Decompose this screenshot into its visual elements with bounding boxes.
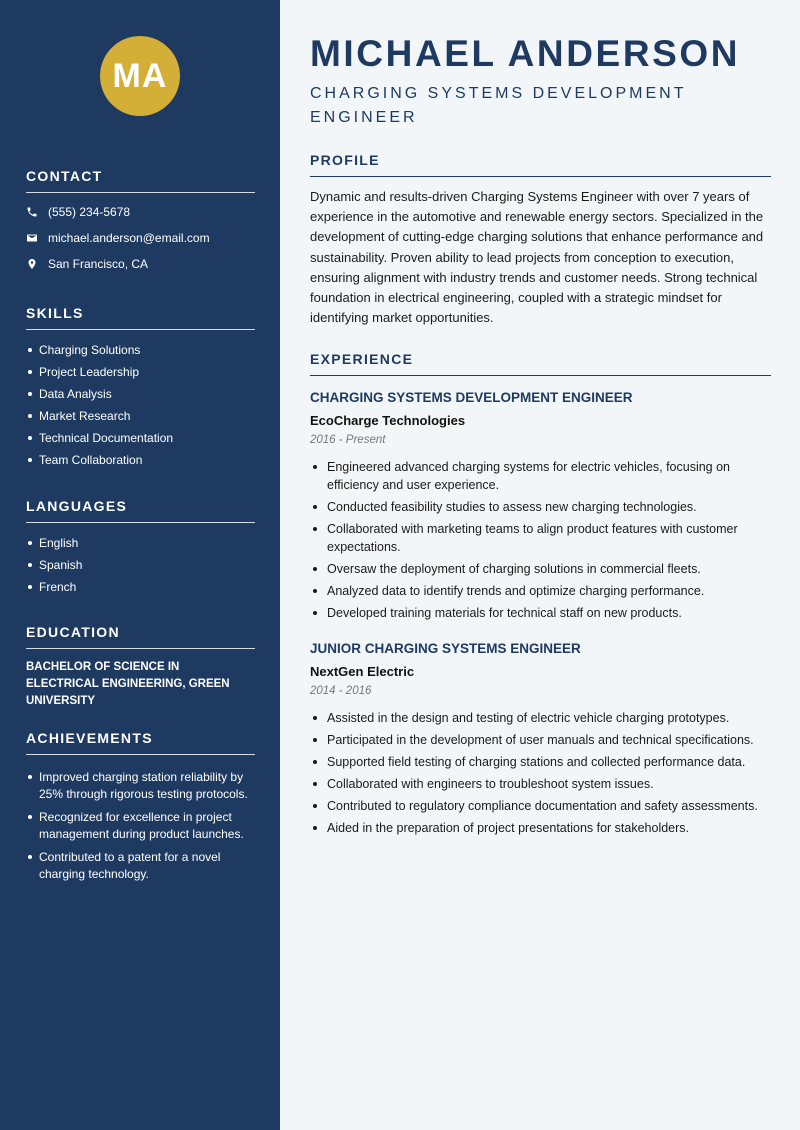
job-company: NextGen Electric <box>310 664 415 679</box>
avatar-initials: MA <box>100 36 180 116</box>
achievements-list <box>26 769 255 883</box>
achievement-item: Recognized for excellence in project management during product launches. <box>26 809 255 843</box>
skills-heading: SKILLS <box>26 305 255 330</box>
contact-location <box>26 251 255 277</box>
contact-section <box>26 168 255 277</box>
job-bullet: Supported field testing of charging stations and collected performance data. <box>310 753 772 771</box>
achievement-item: Improved charging station reliability by 25% through rigorous testing protocols. <box>26 769 255 803</box>
languages-heading: LANGUAGES <box>26 498 255 523</box>
skill-item: Team Collaboration <box>26 452 255 468</box>
email-text[interactable]: michael.anderson@email.com <box>48 231 210 245</box>
person-name: MICHAEL ANDERSON <box>310 33 741 74</box>
job-role-title: CHARGING SYSTEMS DEVELOPMENT ENGINEER <box>310 85 687 126</box>
achievements-section <box>26 730 255 889</box>
job-bullet: Developed training materials for technical staff on new products. <box>310 604 772 622</box>
skills-list <box>26 342 255 468</box>
email-icon <box>26 232 38 244</box>
job-bullet: Aided in the preparation of project presentations for stakeholders. <box>310 819 772 837</box>
skill-item: Project Leadership <box>26 364 255 380</box>
skill-item: Charging Solutions <box>26 342 255 358</box>
phone-text: (555) 234-5678 <box>48 205 131 219</box>
skill-item: Data Analysis <box>26 386 255 402</box>
languages-section <box>26 498 255 601</box>
profile-text: Dynamic and results-driven Charging Systems Engineer with over 7 years of experience in the automotive and renewable energy sectors. Specialized in the development of cutting-edge charging solutions that enhance performance and sustainability. Proven ability to lead projects from conception to execution, ensuring alignment with industry trends and customer needs. Strong technical foundation in electrical engineering, coupled with a strategic mindset for identifying market opportunities. <box>310 189 764 326</box>
job-bullet: Analyzed data to identify trends and optimize charging performance. <box>310 582 772 600</box>
language-item: Spanish <box>26 557 255 573</box>
contact-phone <box>26 199 255 225</box>
education-degree: BACHELOR OF SCIENCE IN ELECTRICAL ENGINEERING, GREEN UNIVERSITY <box>26 661 230 707</box>
job-bullet: Oversaw the deployment of charging solutions in commercial fleets. <box>310 560 772 578</box>
job-bullet: Assisted in the design and testing of electric vehicle charging prototypes. <box>310 709 772 727</box>
job-bullet: Collaborated with marketing teams to align product features with customer expectations. <box>310 520 772 556</box>
job-bullet: Contributed to regulatory compliance documentation and safety assessments. <box>310 797 772 815</box>
contact-heading: CONTACT <box>26 168 255 193</box>
contact-email <box>26 225 255 251</box>
job-bullet: Participated in the development of user manuals and technical specifications. <box>310 731 772 749</box>
job-title: JUNIOR CHARGING SYSTEMS ENGINEER <box>310 641 581 656</box>
sidebar <box>0 0 280 1130</box>
job-bullet: Engineered advanced charging systems for electric vehicles, focusing on efficiency and user experience. <box>310 458 772 494</box>
job-entry <box>310 641 772 841</box>
job-dates: 2014 - 2016 <box>310 685 372 697</box>
location-pin-icon <box>26 258 38 270</box>
experience-heading: EXPERIENCE <box>310 351 771 376</box>
education-section <box>26 624 255 710</box>
job-bullet: Conducted feasibility studies to assess new charging technologies. <box>310 498 772 516</box>
job-company: EcoCharge Technologies <box>310 413 466 428</box>
skill-item: Technical Documentation <box>26 430 255 446</box>
job-dates: 2016 - Present <box>310 434 386 446</box>
job-bullet: Collaborated with engineers to troubleshoot system issues. <box>310 775 772 793</box>
profile-heading: PROFILE <box>310 152 771 177</box>
language-item: French <box>26 579 255 595</box>
education-heading: EDUCATION <box>26 624 255 649</box>
languages-list <box>26 535 255 595</box>
job-entry <box>310 390 772 626</box>
language-item: English <box>26 535 255 551</box>
location-text: San Francisco, CA <box>48 257 149 271</box>
achievement-item: Contributed to a patent for a novel charging technology. <box>26 849 255 883</box>
skill-item: Market Research <box>26 408 255 424</box>
phone-icon <box>26 206 38 218</box>
job-bullets <box>310 458 772 622</box>
achievements-heading: ACHIEVEMENTS <box>26 730 255 755</box>
job-bullets <box>310 709 772 837</box>
job-title: CHARGING SYSTEMS DEVELOPMENT ENGINEER <box>310 390 633 405</box>
skills-section <box>26 305 255 474</box>
